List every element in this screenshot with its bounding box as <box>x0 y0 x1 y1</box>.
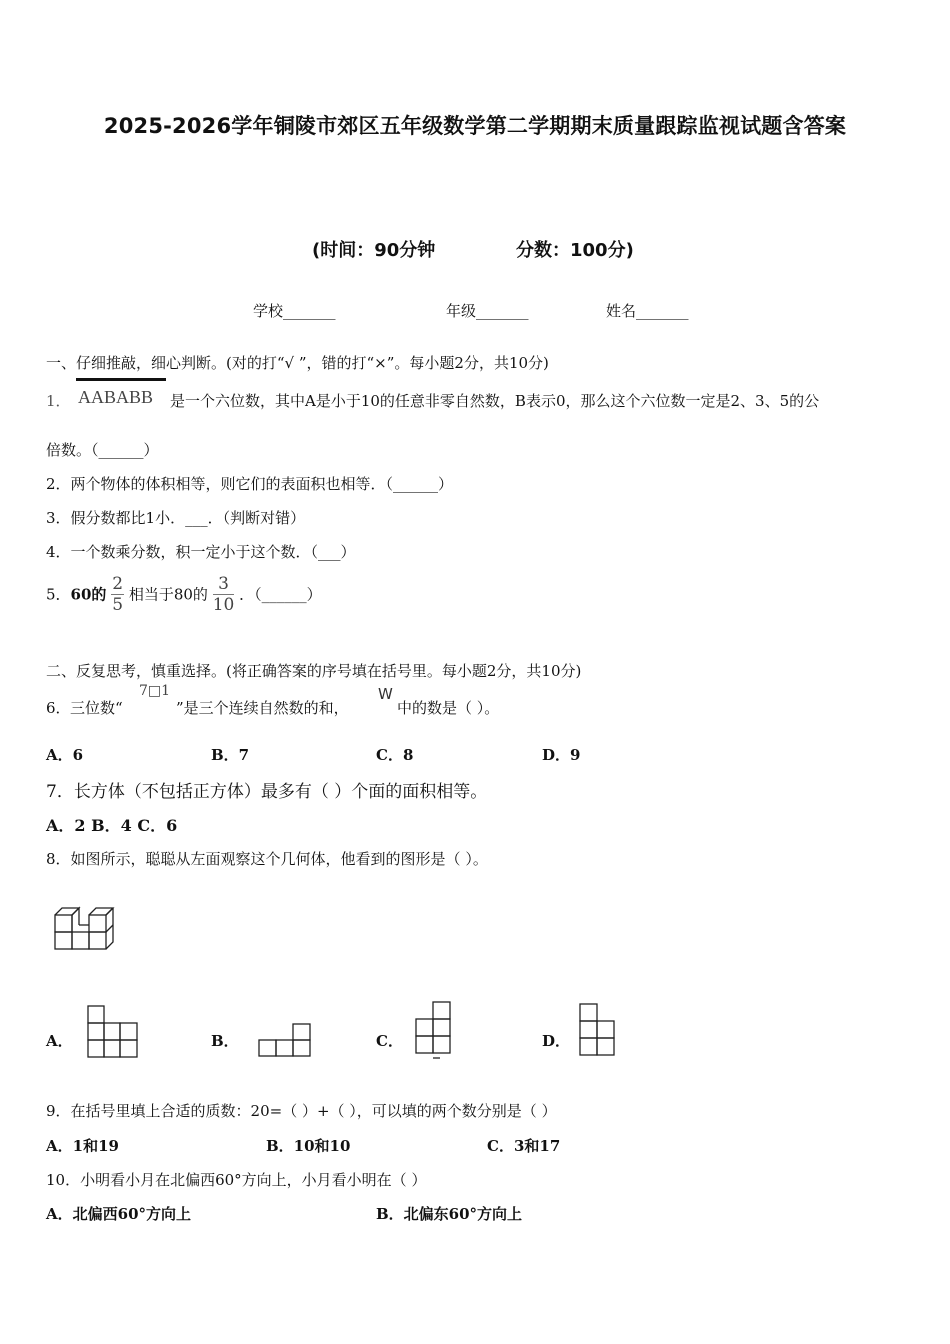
q6-option-b: B．7 <box>211 746 250 764</box>
q8-cube-figure <box>50 895 130 955</box>
q8-option-c: C． <box>376 1032 403 1050</box>
q1-text-cont: 倍数。（______） <box>46 441 159 459</box>
page-title: 2025-2026学年铜陵市郊区五年级数学第二学期期末质量跟踪监视试题含答案 <box>103 114 847 138</box>
q2-text: 2．两个物体的体积相等，则它们的表面积也相等．（______） <box>46 475 454 493</box>
q6-number: 6． <box>46 699 71 717</box>
q8-option-d-figure <box>580 1004 620 1060</box>
q5-part3: ．（______） <box>239 585 322 604</box>
q3-text: 3．假分数都比1小．___．（判断对错） <box>46 509 306 527</box>
q7-text: 7．长方体（不包括正方体）最多有（ ）个面的面积相等。 <box>46 782 488 802</box>
q6-part3: 中的数是（ ）。 <box>397 699 500 717</box>
q6-option-a: A．6 <box>46 746 84 764</box>
q5-part2: 相当于80的 <box>128 585 208 604</box>
q10-option-a: A．北偏西60°方向上 <box>46 1205 192 1223</box>
q6-figure-number: 7□1 <box>139 683 171 699</box>
q1-number: 1． <box>46 392 71 410</box>
q5-row <box>46 574 322 615</box>
q8-option-c-figure <box>416 1002 456 1062</box>
section2-heading: 二、反复思考，慎重选择。(将正确答案的序号填在括号里。每小题2分，共10分) <box>46 662 582 680</box>
q8-text: 8．如图所示，聪聪从左面观察这个几何体，他看到的图形是（ ）。 <box>46 850 488 868</box>
exam-score: 分数：100分) <box>516 240 634 261</box>
q6-part2: ”是三个连续自然数的和， <box>176 699 349 717</box>
q9-option-b: B．10和10 <box>266 1137 351 1155</box>
grade-field: 年级_______ <box>446 302 529 320</box>
q10-option-b: B．北偏东60°方向上 <box>376 1205 523 1223</box>
q9-option-a: A．1和19 <box>46 1137 119 1155</box>
q5-number: 5． <box>46 585 71 604</box>
school-field: 学校_______ <box>253 302 336 320</box>
q1-text: 是一个六位数，其中A是小于10的任意非零自然数，B表示0，那么这个六位数一定是2、3、5的公 <box>170 392 820 410</box>
q5-part1: 60的 <box>70 585 107 604</box>
q9-text: 9．在括号里填上合适的质数：20=（ ）+（ ），可以填的两个数分别是（ ） <box>46 1102 557 1120</box>
q10-text: 10．小明看小月在北偏西60°方向上，小月看小明在（ ） <box>46 1171 427 1189</box>
q6-option-d: D．9 <box>542 746 581 764</box>
section1-heading: 一、仔细推敲，细心判断。(对的打“√ ”，错的打“×”。每小题2分，共10分) <box>46 354 549 372</box>
q8-option-d: D． <box>542 1032 571 1050</box>
name-field: 姓名_______ <box>606 302 689 320</box>
q7-options: A．2 B．4 C．6 <box>46 816 178 835</box>
q8-option-b: B． <box>211 1032 239 1050</box>
q6-option-c: C．8 <box>376 746 414 764</box>
q8-option-b-figure <box>259 1022 313 1058</box>
q6-figure-w: W <box>378 685 393 703</box>
q6-part1: 三位数“ <box>70 699 123 717</box>
q1-figure: AABABB <box>78 387 154 407</box>
underline-bar <box>76 378 166 381</box>
q8-option-a-figure <box>88 1006 140 1058</box>
q9-option-c: C．3和17 <box>487 1137 561 1155</box>
fraction-2-5: $\frac{2}{5}$ <box>112 574 124 615</box>
q4-text: 4．一个数乘分数，积一定小于这个数．（___） <box>46 543 356 561</box>
q8-option-a: A． <box>46 1032 73 1050</box>
fraction-3-10: $\frac{3}{10}$ <box>212 574 235 615</box>
exam-time: (时间：90分钟 <box>312 240 436 261</box>
